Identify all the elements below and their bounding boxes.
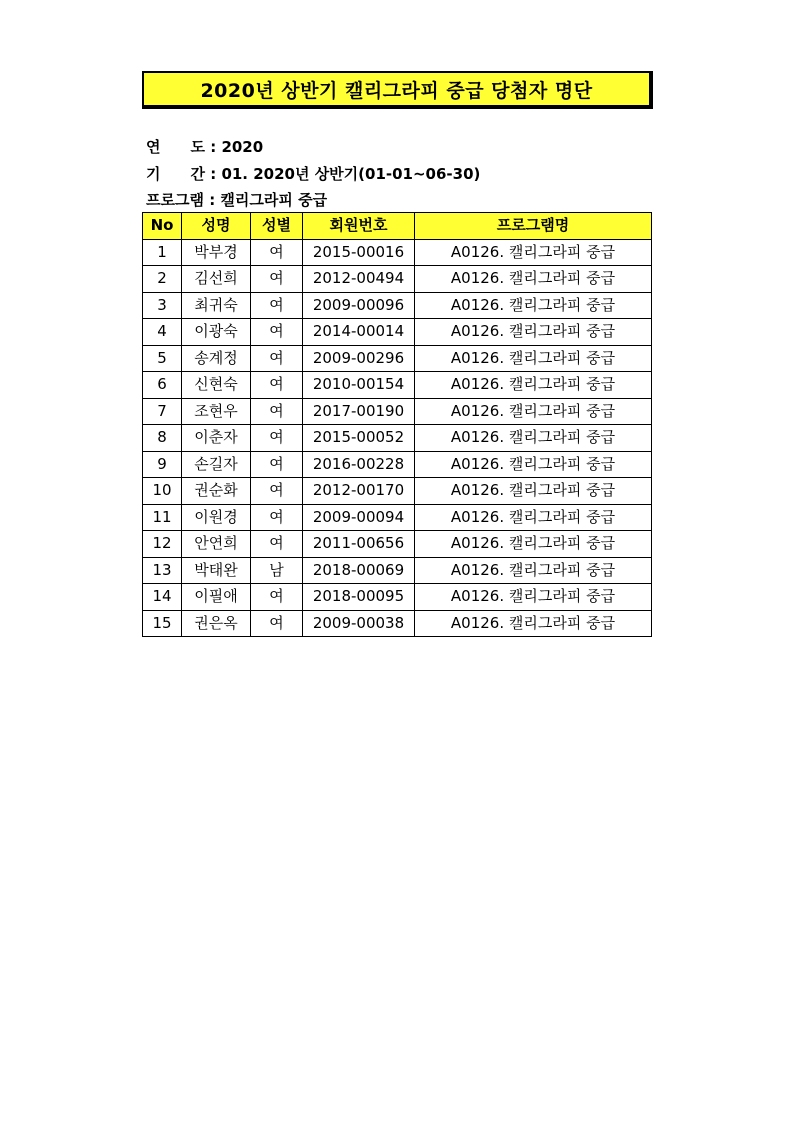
cell-name: 박태완 (182, 557, 251, 584)
cell-name: 김선희 (182, 266, 251, 293)
cell-program: A0126. 캘리그라피 중급 (415, 319, 652, 346)
cell-name: 이원경 (182, 504, 251, 531)
cell-gender: 여 (251, 372, 303, 399)
meta-period-value: 01. 2020년 상반기(01-01~06-30) (221, 165, 481, 183)
cell-gender: 여 (251, 504, 303, 531)
cell-program: A0126. 캘리그라피 중급 (415, 610, 652, 637)
cell-no: 13 (143, 557, 182, 584)
table-row (143, 504, 652, 531)
cell-member-id: 2009-00296 (303, 345, 415, 372)
header-gender: 성별 (251, 213, 303, 240)
table-row (143, 372, 652, 399)
cell-name: 권은옥 (182, 610, 251, 637)
cell-member-id: 2015-00052 (303, 425, 415, 452)
cell-no: 15 (143, 610, 182, 637)
cell-member-id: 2012-00494 (303, 266, 415, 293)
winners-table (142, 212, 652, 637)
table-row (143, 610, 652, 637)
cell-member-id: 2015-00016 (303, 239, 415, 266)
table-row (143, 239, 652, 266)
cell-program: A0126. 캘리그라피 중급 (415, 425, 652, 452)
cell-no: 4 (143, 319, 182, 346)
cell-gender: 여 (251, 266, 303, 293)
cell-gender: 여 (251, 425, 303, 452)
cell-no: 11 (143, 504, 182, 531)
meta-year-value: 2020 (221, 138, 264, 156)
cell-gender: 여 (251, 610, 303, 637)
meta-period-label: 기 간 (146, 165, 205, 183)
cell-name: 최귀숙 (182, 292, 251, 319)
cell-gender: 여 (251, 345, 303, 372)
meta-program-value: 캘리그라피 중급 (220, 191, 328, 209)
meta-program: 프로그램 : 캘리그라피 중급 (146, 191, 328, 209)
table-row (143, 398, 652, 425)
meta-period: 기 간 : 01. 2020년 상반기(01-01~06-30) (146, 165, 481, 183)
cell-program: A0126. 캘리그라피 중급 (415, 266, 652, 293)
cell-no: 12 (143, 531, 182, 558)
header-no: No (143, 213, 182, 240)
cell-no: 5 (143, 345, 182, 372)
meta-year: 연 도 : 2020 (146, 138, 264, 156)
table-header-row (143, 213, 652, 240)
meta-year-label: 연 도 (146, 138, 205, 156)
cell-name: 이춘자 (182, 425, 251, 452)
table-row (143, 425, 652, 452)
cell-gender: 여 (251, 292, 303, 319)
cell-name: 박부경 (182, 239, 251, 266)
cell-member-id: 2018-00069 (303, 557, 415, 584)
table-row (143, 345, 652, 372)
cell-member-id: 2016-00228 (303, 451, 415, 478)
cell-program: A0126. 캘리그라피 중급 (415, 478, 652, 505)
cell-program: A0126. 캘리그라피 중급 (415, 557, 652, 584)
cell-name: 조현우 (182, 398, 251, 425)
cell-member-id: 2018-00095 (303, 584, 415, 611)
cell-no: 3 (143, 292, 182, 319)
cell-program: A0126. 캘리그라피 중급 (415, 451, 652, 478)
cell-gender: 여 (251, 478, 303, 505)
cell-no: 14 (143, 584, 182, 611)
cell-name: 이광숙 (182, 319, 251, 346)
cell-no: 8 (143, 425, 182, 452)
cell-name: 송계정 (182, 345, 251, 372)
title-box (142, 71, 653, 109)
table-row (143, 531, 652, 558)
cell-program: A0126. 캘리그라피 중급 (415, 292, 652, 319)
cell-no: 10 (143, 478, 182, 505)
cell-program: A0126. 캘리그라피 중급 (415, 531, 652, 558)
table-body (143, 239, 652, 637)
cell-gender: 여 (251, 451, 303, 478)
header-member-id: 회원번호 (303, 213, 415, 240)
cell-gender: 여 (251, 239, 303, 266)
cell-gender: 여 (251, 531, 303, 558)
cell-no: 6 (143, 372, 182, 399)
cell-name: 손길자 (182, 451, 251, 478)
cell-member-id: 2009-00038 (303, 610, 415, 637)
cell-name: 권순화 (182, 478, 251, 505)
cell-program: A0126. 캘리그라피 중급 (415, 584, 652, 611)
cell-no: 2 (143, 266, 182, 293)
cell-gender: 여 (251, 398, 303, 425)
table-row (143, 319, 652, 346)
table-row (143, 451, 652, 478)
cell-program: A0126. 캘리그라피 중급 (415, 504, 652, 531)
cell-member-id: 2009-00096 (303, 292, 415, 319)
cell-member-id: 2011-00656 (303, 531, 415, 558)
cell-member-id: 2009-00094 (303, 504, 415, 531)
header-program: 프로그램명 (415, 213, 652, 240)
cell-name: 신현숙 (182, 372, 251, 399)
table-row (143, 584, 652, 611)
cell-member-id: 2014-00014 (303, 319, 415, 346)
cell-program: A0126. 캘리그라피 중급 (415, 345, 652, 372)
cell-program: A0126. 캘리그라피 중급 (415, 372, 652, 399)
cell-no: 7 (143, 398, 182, 425)
table-row (143, 478, 652, 505)
page-title: 2020년 상반기 캘리그라피 중급 당첨자 명단 (200, 79, 593, 102)
cell-member-id: 2010-00154 (303, 372, 415, 399)
table-row (143, 266, 652, 293)
table-row (143, 292, 652, 319)
cell-gender: 여 (251, 584, 303, 611)
cell-name: 이필애 (182, 584, 251, 611)
cell-program: A0126. 캘리그라피 중급 (415, 239, 652, 266)
cell-program: A0126. 캘리그라피 중급 (415, 398, 652, 425)
cell-member-id: 2012-00170 (303, 478, 415, 505)
header-name: 성명 (182, 213, 251, 240)
cell-no: 9 (143, 451, 182, 478)
cell-gender: 여 (251, 319, 303, 346)
cell-name: 안연희 (182, 531, 251, 558)
table-row (143, 557, 652, 584)
cell-member-id: 2017-00190 (303, 398, 415, 425)
cell-no: 1 (143, 239, 182, 266)
meta-program-label: 프로그램 (146, 191, 204, 209)
cell-gender: 남 (251, 557, 303, 584)
